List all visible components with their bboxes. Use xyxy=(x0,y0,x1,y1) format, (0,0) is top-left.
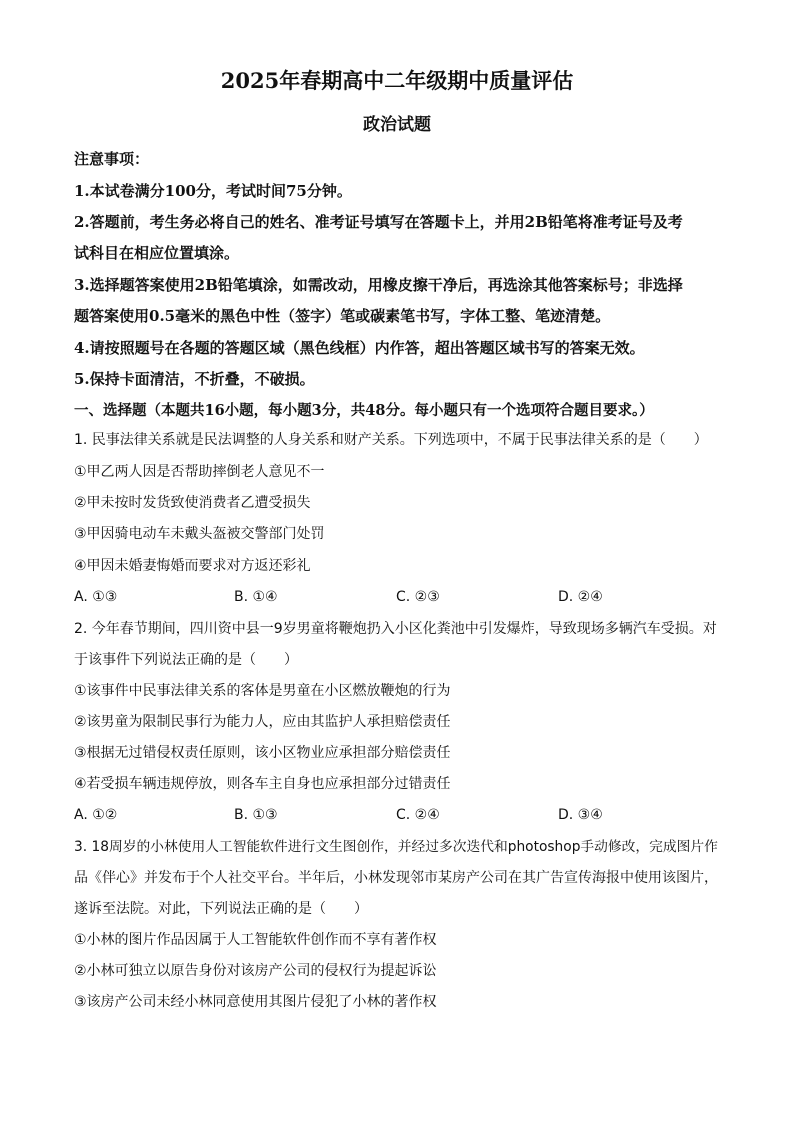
question-stem: 于该事件下列说法正确的是（ ） xyxy=(74,652,298,668)
question-statement: ①小林的图片作品因属于人工智能软件创作而不享有著作权 xyxy=(74,932,437,948)
question-statement: ②该男童为限制民事行为能力人，应由其监护人承担赔偿责任 xyxy=(74,714,451,730)
option-b: B. ①④ xyxy=(234,589,278,605)
notice-item: 5.保持卡面清洁，不折叠，不破损。 xyxy=(74,370,315,388)
notice-item: 题答案使用0.5毫米的黑色中性（签字）笔或碳素笔书写，字体工整、笔迹清楚。 xyxy=(74,307,611,325)
question-statement: ①该事件中民事法律关系的客体是男童在小区燃放鞭炮的行为 xyxy=(74,683,451,699)
question-stem: 遂诉至法院。对此，下列说法正确的是（ ） xyxy=(74,901,368,917)
question-statement: ①甲乙两人因是否帮助摔倒老人意见不一 xyxy=(74,464,325,480)
question-statement: ③根据无过错侵权责任原则，该小区物业应承担部分赔偿责任 xyxy=(74,745,451,761)
notice-item: 试科目在相应位置填涂。 xyxy=(74,244,240,262)
option-d: D. ③④ xyxy=(558,807,603,823)
option-a: A. ①② xyxy=(74,807,118,823)
option-b: B. ①③ xyxy=(234,807,278,823)
question-stem: 品《伴心》并发布于个人社交平台。半年后，小林发现邻市某房产公司在其广告宣传海报中使用该图片， xyxy=(74,870,718,886)
question-statement: ④甲因未婚妻悔婚而要求对方返还彩礼 xyxy=(74,558,311,574)
option-c: C. ②④ xyxy=(396,807,440,823)
notice-item: 1.本试卷满分100分，考试时间75分钟。 xyxy=(74,182,352,200)
question-statement: ③该房产公司未经小林同意使用其图片侵犯了小林的著作权 xyxy=(74,994,437,1010)
exam-title: 2025年春期高中二年级期中质量评估 xyxy=(220,68,574,93)
option-c: C. ②③ xyxy=(396,589,440,605)
notice-item: 4.请按照题号在各题的答题区域（黑色线框）内作答，超出答题区域书写的答案无效。 xyxy=(74,339,645,357)
notice-item: 2.答题前，考生务必将自己的姓名、准考证号填写在答题卡上，并用2B铅笔将准考证号及考 xyxy=(74,213,683,231)
question-stem: 1. 民事法律关系就是民法调整的人身关系和财产关系。下列选项中，不属于民事法律关系的是（ ） xyxy=(74,432,708,448)
question-statement: ②甲未按时发货致使消费者乙遭受损失 xyxy=(74,495,311,511)
option-d: D. ②④ xyxy=(558,589,603,605)
section-heading: 一、选择题（本题共16小题，每小题3分，共48分。每小题只有一个选项符合题目要求。） xyxy=(74,402,654,419)
question-statement: ②小林可独立以原告身份对该房产公司的侵权行为提起诉讼 xyxy=(74,963,437,979)
question-stem: 2. 今年春节期间，四川资中县一9岁男童将鞭炮扔入小区化粪池中引发爆炸，导致现场多辆汽车受损。对 xyxy=(74,621,717,637)
notice-item: 3.选择题答案使用2B铅笔填涂，如需改动，用橡皮擦干净后，再选涂其他答案标号；非选择 xyxy=(74,276,683,294)
notice-heading: 注意事项： xyxy=(74,150,150,168)
exam-subject: 政治试题 xyxy=(363,115,431,135)
question-statement: ④若受损车辆违规停放，则各车主自身也应承担部分过错责任 xyxy=(74,776,451,792)
question-statement: ③甲因骑电动车未戴头盔被交警部门处罚 xyxy=(74,526,325,542)
question-stem: 3. 18周岁的小林使用人工智能软件进行文生图创作，并经过多次迭代和photoshop手动修改，完成图片作 xyxy=(74,839,718,855)
option-a: A. ①③ xyxy=(74,589,118,605)
